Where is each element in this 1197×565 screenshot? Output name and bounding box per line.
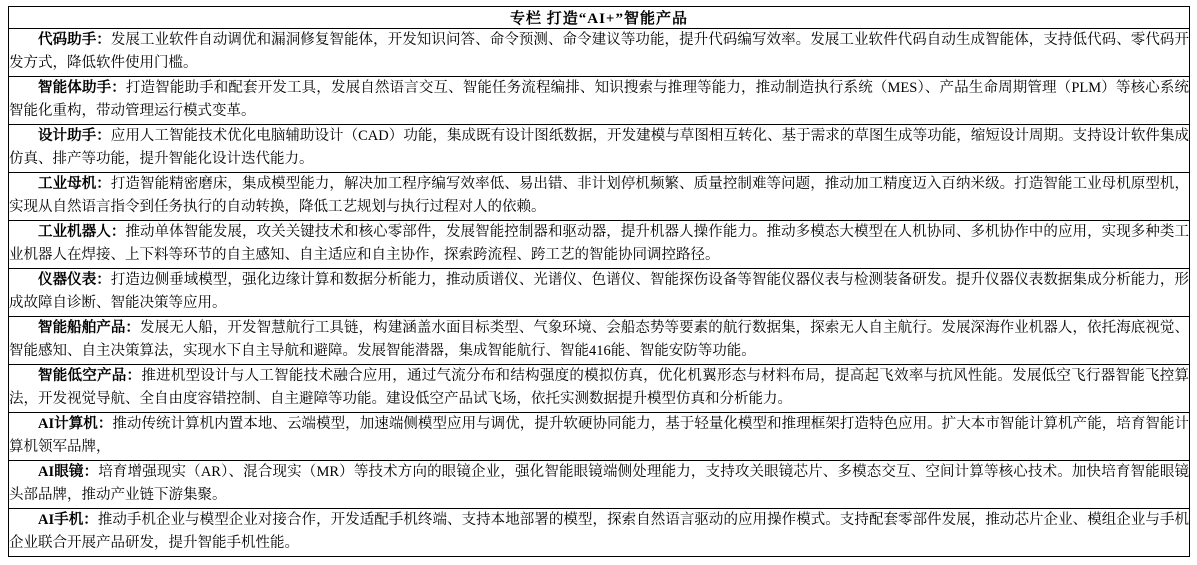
entry-text: 发展工业软件自动调优和漏洞修复智能体，开发知识问答、命令预测、命令建议等功能，提升代码编写效率。发展工业软件代码自动生成智能体，支持低代码、零代码开发方式，降低软件使用门槛。 <box>9 32 1189 72</box>
entry-term: 智能低空产品： <box>38 367 142 384</box>
table-row <box>9 124 1190 172</box>
entry-term: 智能船舶产品： <box>38 319 140 336</box>
entry-term: 代码助手： <box>38 32 111 48</box>
entry-cell <box>9 316 1190 364</box>
entry-cell <box>9 508 1190 556</box>
entry-cell <box>9 76 1190 124</box>
entry-term: AI眼镜： <box>38 463 99 480</box>
entry-paragraph <box>9 317 1189 364</box>
table-row <box>9 268 1190 316</box>
entry-term: AI手机： <box>38 511 98 528</box>
entry-paragraph <box>9 173 1189 220</box>
entry-cell <box>9 268 1190 316</box>
entry-term: 仪器仪表： <box>38 271 111 288</box>
entry-paragraph <box>9 269 1189 316</box>
table-body <box>9 7 1190 557</box>
entry-text: 打造边侧垂域模型，强化边缘计算和数据分析能力，推动质谱仪、光谱仪、色谱仪、智能探伤设备等智能仪器仪表与检测装备研发。提升仪器仪表数据集成分析能力，形成故障自诊断、智能决策等应用。 <box>9 271 1189 312</box>
entry-paragraph <box>9 77 1189 124</box>
entry-paragraph <box>9 461 1189 508</box>
table-row <box>9 412 1190 460</box>
entry-term: 工业母机： <box>38 175 111 192</box>
entry-text: 打造智能精密磨床，集成模型能力，解决加工程序编写效率低、易出错、非计划停机频繁、质量控制难等问题，推动加工精度迈入百纳米级。打造智能工业母机原型机，实现从自然语言指令到任务执行的自动转换，降低工艺规划与执行过程对人的依赖。 <box>9 175 1189 216</box>
entry-paragraph <box>9 413 1189 460</box>
table-row <box>9 364 1190 412</box>
table-row <box>9 316 1190 364</box>
entry-cell <box>9 412 1190 460</box>
table-row <box>9 76 1190 124</box>
table-row <box>9 508 1190 556</box>
entry-text: 应用人工智能技术优化电脑辅助设计（CAD）功能，集成既有设计图纸数据，开发建模与草图相互转化、基于需求的草图生成等功能，缩短设计周期。支持设计软件集成仿真、排产等功能，提升智能化设计迭代能力。 <box>9 127 1190 168</box>
entry-text: 推动传统计算机内置本地、云端模型，加速端侧模型应用与调优，提升软硬协同能力，基于轻量化模型和推理框架打造特色应用。扩大本市智能计算机产能，培育智能计算机领军品牌， <box>9 415 1189 456</box>
entry-cell <box>9 364 1190 412</box>
entry-cell <box>9 124 1190 172</box>
feature-box-table <box>8 6 1190 557</box>
entry-text: 打造智能助手和配套开发工具，发展自然语言交互、智能任务流程编排、知识搜索与推理等能力，推动制造执行系统（MES）、产品生命周期管理（PLM）等核心系统智能化重构，带动管理运行模式变革。 <box>9 79 1190 120</box>
entry-term: AI计算机： <box>38 415 113 432</box>
entry-text: 推进机型设计与人工智能技术融合应用，通过气流分布和结构强度的模拟仿真，优化机翼形态与材料布局，提高起飞效率与抗风性能。发展低空飞行器智能飞控算法，开发视觉导航、全自由度容错控制、自主避障等功能。建设低空产品试飞场，依托实测数据提升模型仿真和分析能力。 <box>9 367 1190 408</box>
entry-paragraph <box>9 29 1189 76</box>
table-row <box>9 172 1190 220</box>
table-row <box>9 220 1190 268</box>
entry-text: 推动单体智能发展，攻关关键技术和核心零部件，发展智能控制器和驱动器，提升机器人操作能力。推动多模态大模型在人机协同、多机协作中的应用，实现多种类工业机器人在焊接、上下料等环节的自主感知、自主适应和自主协作，探索跨流程、跨工艺的智能协同调控路径。 <box>9 223 1190 264</box>
entry-text: 发展无人船，开发智慧航行工具链，构建涵盖水面目标类型、气象环境、会船态势等要素的航行数据集，探索无人自主航行。发展深海作业机器人，依托海底视觉、智能感知、自主决策算法，实现水下自主导航和避障。发展智能潜器，集成智能航行、智能416能、智能安防等功能。 <box>9 319 1189 360</box>
table-row <box>9 29 1190 77</box>
entry-paragraph <box>9 125 1189 172</box>
entry-paragraph <box>9 509 1189 556</box>
entry-term: 工业机器人： <box>38 223 126 240</box>
entry-cell <box>9 29 1190 77</box>
entry-term: 智能体助手： <box>38 79 126 96</box>
entry-paragraph <box>9 365 1189 412</box>
entry-cell <box>9 172 1190 220</box>
entry-cell <box>9 460 1190 508</box>
entry-text: 培育增强现实（AR）、混合现实（MR）等技术方向的眼镜企业，强化智能眼镜端侧处理能力，支持攻关眼镜芯片、多模态交互、空间计算等核心技术。加快培育智能眼镜头部品牌，推动产业链下游集聚。 <box>9 463 1189 504</box>
entry-term: 设计助手： <box>38 127 111 144</box>
entry-paragraph <box>9 221 1189 268</box>
table-row <box>9 460 1190 508</box>
title-row <box>9 7 1190 29</box>
entry-text: 推动手机企业与模型企业对接合作，开发适配手机终端、支持本地部署的模型，探索自然语言驱动的应用操作模式。支持配套零部件发展，推动芯片企业、模组企业与手机企业联合开展产品研发，提升智能手机性能。 <box>9 511 1189 552</box>
entry-cell <box>9 220 1190 268</box>
document-title: 专栏 打造“AI+”智能产品 <box>9 7 1190 29</box>
